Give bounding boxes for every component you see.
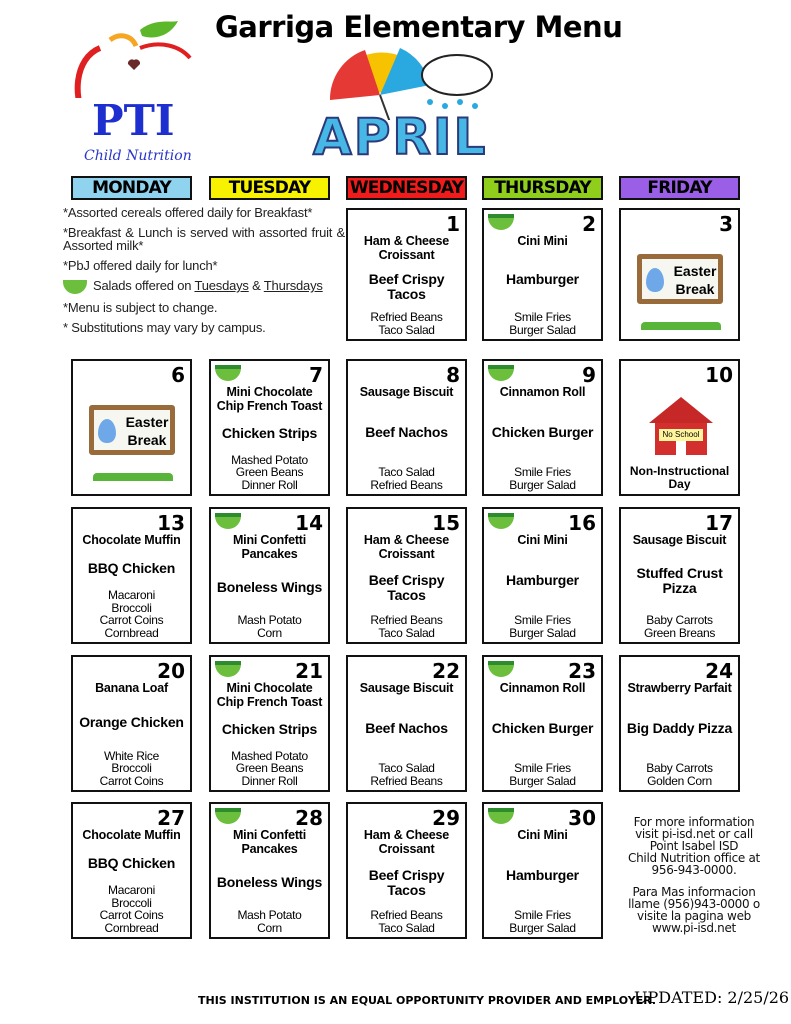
menu-breakfast: Sausage Biscuit bbox=[632, 533, 727, 547]
salad-icon bbox=[215, 513, 241, 529]
info-line: 956-943-0000. bbox=[651, 863, 737, 877]
salad-icon bbox=[215, 808, 241, 824]
day-cell bbox=[209, 359, 330, 496]
no-school-label: No School bbox=[662, 430, 700, 439]
day-cell bbox=[482, 655, 603, 792]
menu-entree: Beef Crispy Tacos bbox=[368, 571, 445, 603]
menu-entree: Chicken Strips bbox=[221, 424, 318, 441]
side-item: Broccoli bbox=[111, 895, 152, 910]
updated-date: UPDATED: 2/25/26 bbox=[634, 988, 790, 1007]
side-item: Broccoli bbox=[111, 600, 152, 615]
side-item: Taco Salad bbox=[378, 761, 435, 775]
salad-icon bbox=[488, 661, 514, 677]
page-title: Garriga Elementary Menu bbox=[215, 10, 623, 44]
side-item: Macaroni bbox=[108, 883, 155, 897]
menu-entree: Big Daddy Pizza bbox=[626, 720, 733, 736]
note-salads bbox=[63, 279, 345, 294]
day-number: 2 bbox=[582, 212, 596, 236]
menu-sides bbox=[350, 909, 463, 934]
grass-icon bbox=[641, 322, 721, 330]
side-item: Smile Fries bbox=[514, 761, 571, 775]
day-cell bbox=[71, 655, 192, 792]
day-number: 13 bbox=[157, 511, 185, 535]
side-item: Green Beans bbox=[235, 465, 304, 479]
menu-sides bbox=[213, 909, 326, 934]
side-item: Dinner Roll bbox=[241, 477, 298, 492]
menu-sides bbox=[75, 884, 188, 934]
menu-sides bbox=[213, 614, 326, 639]
day-number: 6 bbox=[171, 363, 185, 387]
note: *Assorted cereals offered daily for Breakfast* bbox=[63, 205, 313, 220]
day-number: 24 bbox=[705, 659, 733, 683]
menu-entree: Orange Chicken bbox=[79, 713, 184, 730]
day-cell bbox=[346, 802, 467, 939]
logo-subtitle: Child Nutrition bbox=[84, 148, 192, 164]
side-item: White Rice bbox=[103, 748, 159, 763]
side-item: Green Beans bbox=[235, 761, 304, 775]
menu-breakfast: Sausage Biscuit bbox=[359, 681, 454, 695]
menu-sides bbox=[213, 750, 326, 788]
day-cell bbox=[209, 507, 330, 644]
month-title: APRIL bbox=[313, 108, 488, 166]
day-cell bbox=[619, 507, 740, 644]
side-item: Mashed Potato bbox=[231, 452, 308, 467]
menu-entree: Boneless Wings bbox=[216, 579, 323, 595]
side-item: Mash Potato bbox=[237, 908, 302, 922]
menu-breakfast: Ham & Cheese Croissant bbox=[363, 533, 450, 561]
side-item: Mash Potato bbox=[237, 613, 302, 627]
menu-entree: Chicken Burger bbox=[491, 720, 594, 736]
menu-breakfast: Mini Confetti Pancakes bbox=[232, 533, 307, 561]
side-item: Burger Salad bbox=[509, 322, 576, 337]
day-number: 1 bbox=[446, 212, 460, 236]
menu-sides bbox=[350, 614, 463, 639]
day-header-wednesday: WEDNESDAY bbox=[346, 176, 467, 200]
non-instructional-day-label: Non-Instructional Day bbox=[629, 464, 730, 491]
day-cell bbox=[346, 507, 467, 644]
info-line: Para Mas informacion bbox=[632, 885, 756, 899]
day-number: 15 bbox=[432, 511, 460, 535]
menu-entree: BBQ Chicken bbox=[87, 559, 176, 576]
menu-sides bbox=[623, 762, 736, 787]
side-item: Mashed Potato bbox=[231, 748, 308, 763]
info-line: visite la pagina web bbox=[637, 909, 751, 923]
side-item: Carrot Coins bbox=[99, 773, 164, 788]
side-item: Taco Salad bbox=[378, 322, 435, 337]
side-item: Smile Fries bbox=[514, 465, 571, 479]
side-item: Baby Carrots bbox=[646, 613, 713, 627]
day-cell bbox=[619, 359, 740, 496]
side-item: Smile Fries bbox=[514, 310, 571, 324]
day-number: 17 bbox=[705, 511, 733, 535]
side-item: Corn bbox=[257, 920, 282, 935]
menu-sides bbox=[486, 909, 599, 934]
menu-entree: Boneless Wings bbox=[216, 874, 323, 890]
side-item: Taco Salad bbox=[378, 625, 435, 640]
sign-text: Easter Break bbox=[125, 414, 169, 448]
easter-egg-icon bbox=[646, 268, 664, 292]
day-cell bbox=[209, 802, 330, 939]
day-number: 21 bbox=[295, 659, 323, 683]
menu-sides bbox=[486, 762, 599, 787]
day-number: 22 bbox=[432, 659, 460, 683]
day-cell bbox=[482, 507, 603, 644]
side-item: Refried Beans bbox=[370, 773, 443, 788]
contact-info bbox=[603, 816, 785, 934]
salad-icon bbox=[215, 661, 241, 677]
info-line: www.pi-isd.net bbox=[652, 921, 736, 935]
info-line: Point Isabel ISD bbox=[649, 839, 739, 853]
side-item: Refried Beans bbox=[370, 613, 443, 627]
day-cell bbox=[346, 359, 467, 496]
menu-entree: Beef Crispy Tacos bbox=[368, 270, 445, 302]
menu-breakfast: Strawberry Parfait bbox=[627, 681, 732, 695]
salad-icon bbox=[488, 808, 514, 824]
apple-icon bbox=[70, 18, 195, 98]
day-cell bbox=[346, 655, 467, 792]
menu-breakfast: Cinnamon Roll bbox=[499, 681, 586, 695]
menu-sides bbox=[350, 466, 463, 491]
side-item: Burger Salad bbox=[509, 625, 576, 640]
day-number: 9 bbox=[582, 363, 596, 387]
day-number: 29 bbox=[432, 806, 460, 830]
note: *PbJ offered daily for lunch* bbox=[63, 258, 218, 273]
note: *Breakfast & Lunch is served with assorted fruit & Assorted milk* bbox=[63, 225, 345, 253]
day-number: 14 bbox=[295, 511, 323, 535]
day-header-friday: FRIDAY bbox=[619, 176, 740, 200]
sign-text: Easter Break bbox=[673, 263, 717, 297]
day-number: 30 bbox=[568, 806, 596, 830]
menu-entree: Chicken Strips bbox=[221, 720, 318, 737]
note: * Substitutions may vary by campus. bbox=[63, 319, 266, 335]
menu-breakfast: Ham & Cheese Croissant bbox=[363, 828, 450, 856]
info-line: Child Nutrition office at bbox=[628, 851, 760, 865]
menu-sides bbox=[75, 589, 188, 639]
menu-entree: Hamburger bbox=[506, 867, 579, 883]
day-number: 8 bbox=[446, 363, 460, 387]
side-item: Taco Salad bbox=[378, 465, 435, 479]
side-item: Corn bbox=[257, 625, 282, 640]
menu-entree: Hamburger bbox=[506, 572, 579, 588]
side-item: Refried Beans bbox=[370, 477, 443, 492]
easter-break-sign bbox=[637, 254, 723, 304]
side-item: Refried Beans bbox=[370, 310, 443, 324]
day-cell bbox=[71, 507, 192, 644]
menu-entree: Beef Crispy Tacos bbox=[368, 866, 445, 898]
day-cell bbox=[346, 208, 467, 341]
day-number: 23 bbox=[568, 659, 596, 683]
day-cell bbox=[619, 208, 740, 341]
menu-sides bbox=[486, 614, 599, 639]
menu-sides bbox=[213, 454, 326, 492]
day-number: 28 bbox=[295, 806, 323, 830]
side-item: Dinner Roll bbox=[241, 773, 298, 788]
day-cell bbox=[71, 802, 192, 939]
grass-icon bbox=[93, 473, 173, 481]
menu-entree: Beef Nachos bbox=[365, 424, 448, 440]
info-line: For more information bbox=[633, 815, 755, 829]
easter-egg-icon bbox=[98, 419, 116, 443]
equal-opportunity-footer: THIS INSTITUTION IS AN EQUAL OPPORTUNITY PROVIDER AND EMPLOYER. bbox=[198, 994, 657, 1007]
side-item: Macaroni bbox=[108, 588, 155, 602]
note-text: Salads offered on bbox=[93, 278, 195, 293]
menu-entree: Hamburger bbox=[506, 271, 579, 287]
day-number: 20 bbox=[157, 659, 185, 683]
day-cell bbox=[482, 802, 603, 939]
note: *Menu is subject to change. bbox=[63, 299, 218, 315]
salad-icon bbox=[215, 365, 241, 381]
day-number: 16 bbox=[568, 511, 596, 535]
day-number: 3 bbox=[719, 212, 733, 236]
menu-sides bbox=[75, 750, 188, 788]
menu-entree: Stuffed Crust Pizza bbox=[636, 564, 723, 596]
side-item: Burger Salad bbox=[509, 477, 576, 492]
day-cell bbox=[209, 655, 330, 792]
menu-sides bbox=[623, 614, 736, 639]
menu-breakfast: Cinnamon Roll bbox=[499, 385, 586, 399]
side-item: Carrot Coins bbox=[99, 613, 164, 627]
salad-icon bbox=[488, 365, 514, 381]
easter-break-sign bbox=[89, 405, 175, 455]
day-header-thursday: THURSDAY bbox=[482, 176, 603, 200]
info-line: llame (956)943-0000 o bbox=[628, 897, 760, 911]
side-item: Burger Salad bbox=[509, 920, 576, 935]
day-cell bbox=[482, 359, 603, 496]
menu-breakfast: Chocolate Muffin bbox=[82, 533, 181, 547]
menu-breakfast: Mini Chocolate Chip French Toast bbox=[216, 385, 323, 413]
note-text: & bbox=[248, 278, 264, 293]
menu-breakfast: Cini Mini bbox=[517, 533, 568, 547]
day-cell bbox=[482, 208, 603, 341]
menu-sides bbox=[350, 311, 463, 336]
menu-breakfast: Ham & Cheese Croissant bbox=[363, 234, 450, 262]
side-item: Refried Beans bbox=[370, 908, 443, 922]
day-header-monday: MONDAY bbox=[71, 176, 192, 200]
notes bbox=[63, 206, 345, 341]
day-header-tuesday: TUESDAY bbox=[209, 176, 330, 200]
side-item: Smile Fries bbox=[514, 613, 571, 627]
menu-breakfast: Mini Chocolate Chip French Toast bbox=[216, 681, 323, 709]
salad-icon bbox=[63, 280, 87, 294]
menu-breakfast: Sausage Biscuit bbox=[359, 385, 454, 399]
side-item: Burger Salad bbox=[509, 773, 576, 788]
side-item: Cornbread bbox=[104, 920, 159, 935]
menu-sides bbox=[486, 466, 599, 491]
menu-sides bbox=[350, 762, 463, 787]
menu-breakfast: Cini Mini bbox=[517, 234, 568, 248]
menu-breakfast: Cini Mini bbox=[517, 828, 568, 842]
salad-icon bbox=[488, 214, 514, 230]
menu-entree: Chicken Burger bbox=[491, 424, 594, 440]
menu-entree: Beef Nachos bbox=[365, 720, 448, 736]
salad-icon bbox=[488, 513, 514, 529]
day-cell bbox=[619, 655, 740, 792]
day-number: 10 bbox=[705, 363, 733, 387]
side-item: Golden Corn bbox=[647, 773, 712, 788]
day-number: 7 bbox=[309, 363, 323, 387]
day-number: 27 bbox=[157, 806, 185, 830]
menu-sides bbox=[486, 311, 599, 336]
note-tuesdays: Tuesdays bbox=[194, 278, 249, 293]
menu-breakfast: Banana Loaf bbox=[95, 681, 168, 695]
side-item: Taco Salad bbox=[378, 920, 435, 935]
logo-text: PTI bbox=[92, 96, 175, 145]
note-thursdays: Thursdays bbox=[263, 278, 323, 293]
side-item: Green Breans bbox=[643, 625, 716, 640]
pti-logo bbox=[70, 18, 195, 168]
side-item: Smile Fries bbox=[514, 908, 571, 922]
schoolhouse-icon bbox=[649, 395, 713, 457]
side-item: Cornbread bbox=[104, 625, 159, 640]
menu-breakfast: Mini Confetti Pancakes bbox=[232, 828, 307, 856]
day-cell bbox=[71, 359, 192, 496]
side-item: Carrot Coins bbox=[99, 908, 164, 922]
info-line: visit pi-isd.net or call bbox=[635, 827, 753, 841]
side-item: Baby Carrots bbox=[646, 761, 713, 775]
menu-breakfast: Chocolate Muffin bbox=[82, 828, 181, 842]
menu-entree: BBQ Chicken bbox=[87, 854, 176, 871]
side-item: Broccoli bbox=[111, 761, 152, 775]
